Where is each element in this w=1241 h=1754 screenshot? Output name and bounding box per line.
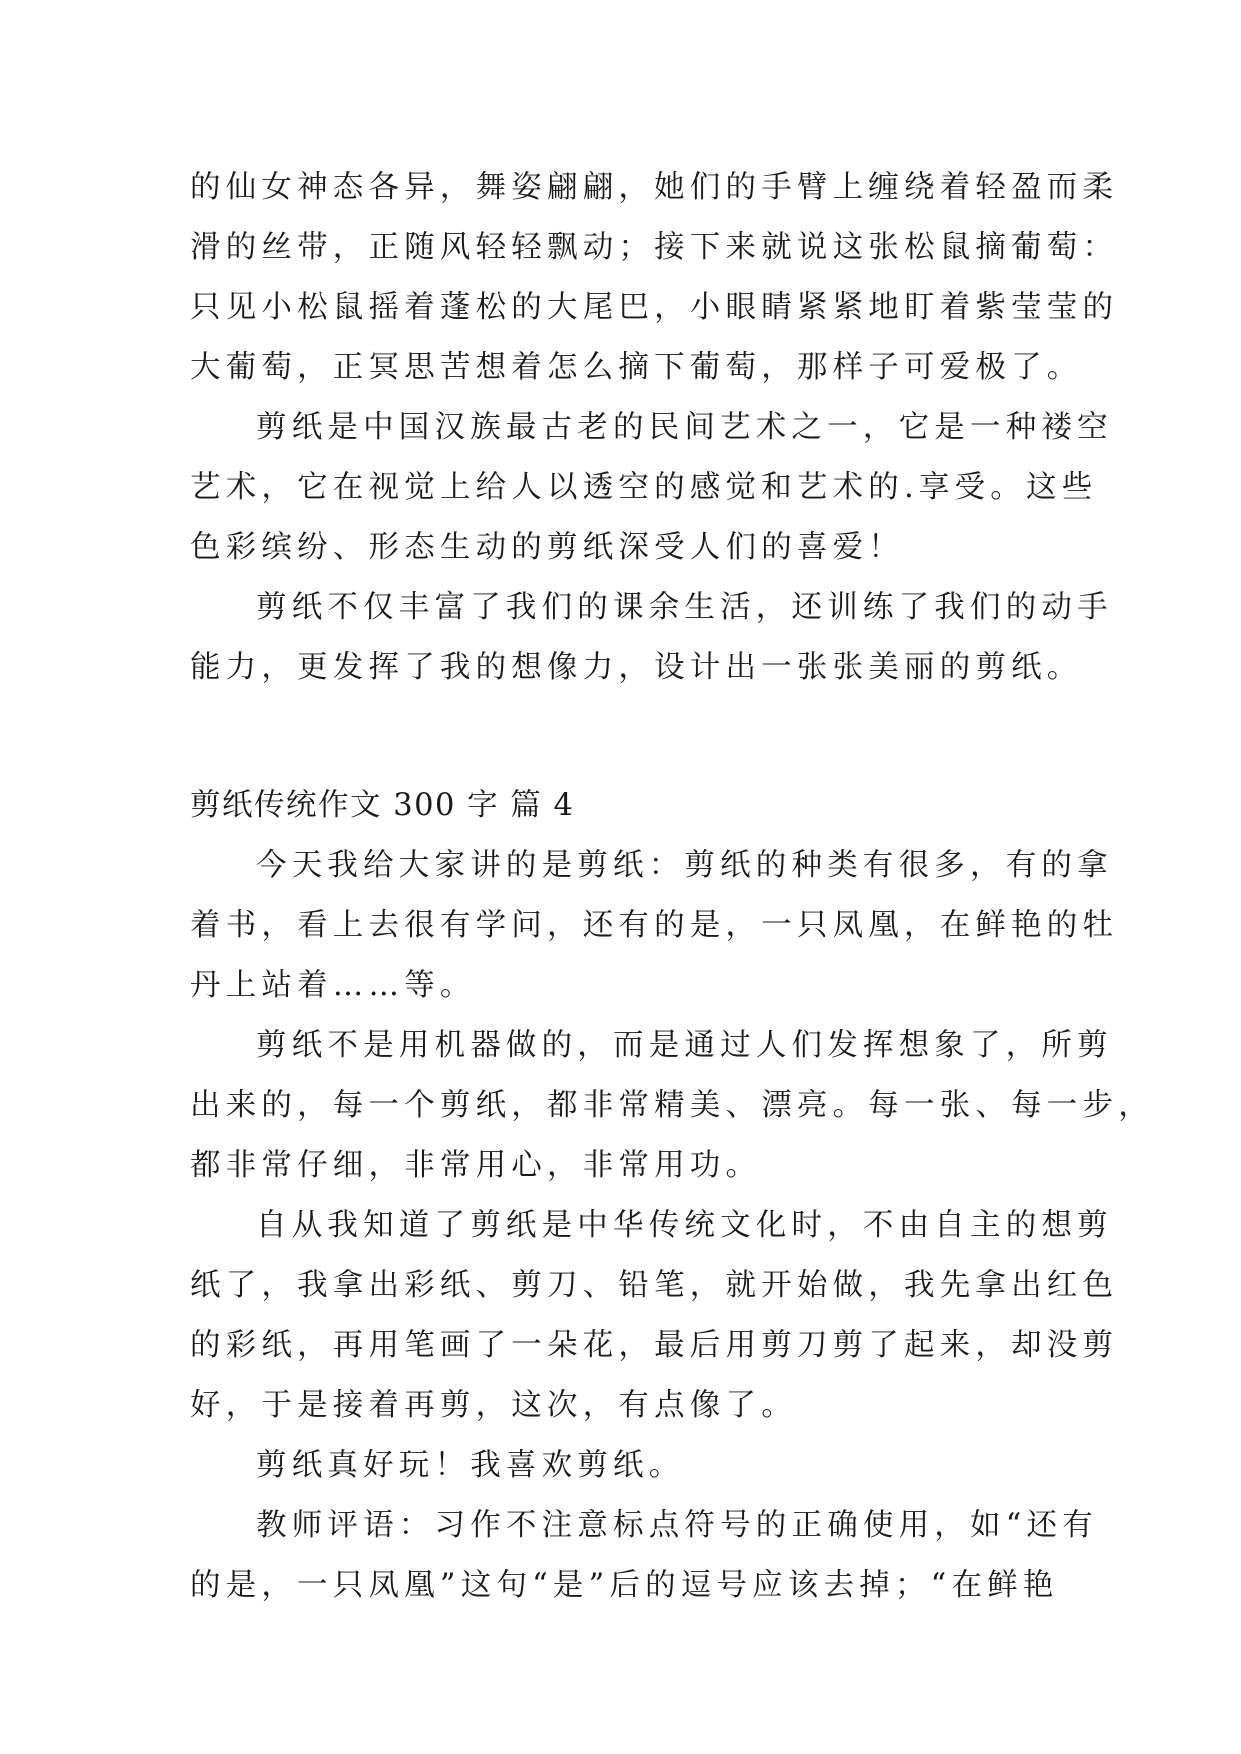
text-line: 只见小松鼠摇着蓬松的大尾巴，小眼睛紧紧地盯着紫莹莹的 [190,290,1119,325]
text-line: 纸了，我拿出彩纸、剪刀、铅笔，就开始做，我先拿出红色 [190,1268,1119,1303]
text-line: 的仙女神态各异，舞姿翩翩，她们的手臂上缠绕着轻盈而柔 [190,170,1119,205]
text-line: 都非常仔细，非常用心，非常用功。 [190,1148,762,1183]
document-body [190,158,1154,1616]
paragraph-first-line: 剪纸不仅丰富了我们的课余生活，还训练了我们的动手 [256,590,1113,625]
section-heading: 剪纸传统作文 300 字 篇 4 [190,788,575,823]
text-line: 好，于是接着再剪，这次，有点像了。 [190,1388,797,1423]
text-line: 的彩纸，再用笔画了一朵花，最后用剪刀剪了起来，却没剪 [190,1328,1119,1363]
paragraph-first-line: 剪纸不是用机器做的，而是通过人们发挥想象了，所剪 [256,1028,1113,1063]
section-spacer [190,698,1056,776]
paragraph-first-line: 剪纸是中国汉族最古老的民间艺术之一，它是一种褛空 [256,410,1113,445]
paragraph-first-line: 剪纸真好玩！我喜欢剪纸。 [256,1448,685,1483]
text-line: 出来的，每一个剪纸，都非常精美、漂亮。每一张、每一步， [190,1088,1154,1123]
text-line: 能力，更发挥了我的想像力，设计出一张张美丽的剪纸。 [190,650,1083,685]
paragraph-first-line: 自从我知道了剪纸是中华传统文化时，不由自主的想剪 [256,1208,1113,1243]
paragraph-first-line: 今天我给大家讲的是剪纸：剪纸的种类有很多，有的拿 [256,848,1113,883]
text-line: 色彩缤纷、形态生动的剪纸深受人们的喜爱！ [190,530,904,565]
text-line: 艺术，它在视觉上给人以透空的感觉和艺术的.享受。这些 [190,470,1098,505]
text-line: 大葡萄，正冥思苦想着怎么摘下葡萄，那样子可爱极了。 [190,350,1083,385]
text-line: 的是，一只凤凰”这句“是”后的逗号应该去掉；“在鲜艳 [190,1568,1059,1603]
text-line: 丹上站着……等。 [190,968,476,1003]
text-line: 滑的丝带，正随风轻轻飘动；接下来就说这张松鼠摘葡萄： [190,230,1119,265]
text-line: 着书，看上去很有学问，还有的是，一只凤凰，在鲜艳的牡 [190,908,1119,943]
paragraph-first-line: 教师评语：习作不注意标点符号的正确使用，如“还有 [256,1508,1098,1543]
